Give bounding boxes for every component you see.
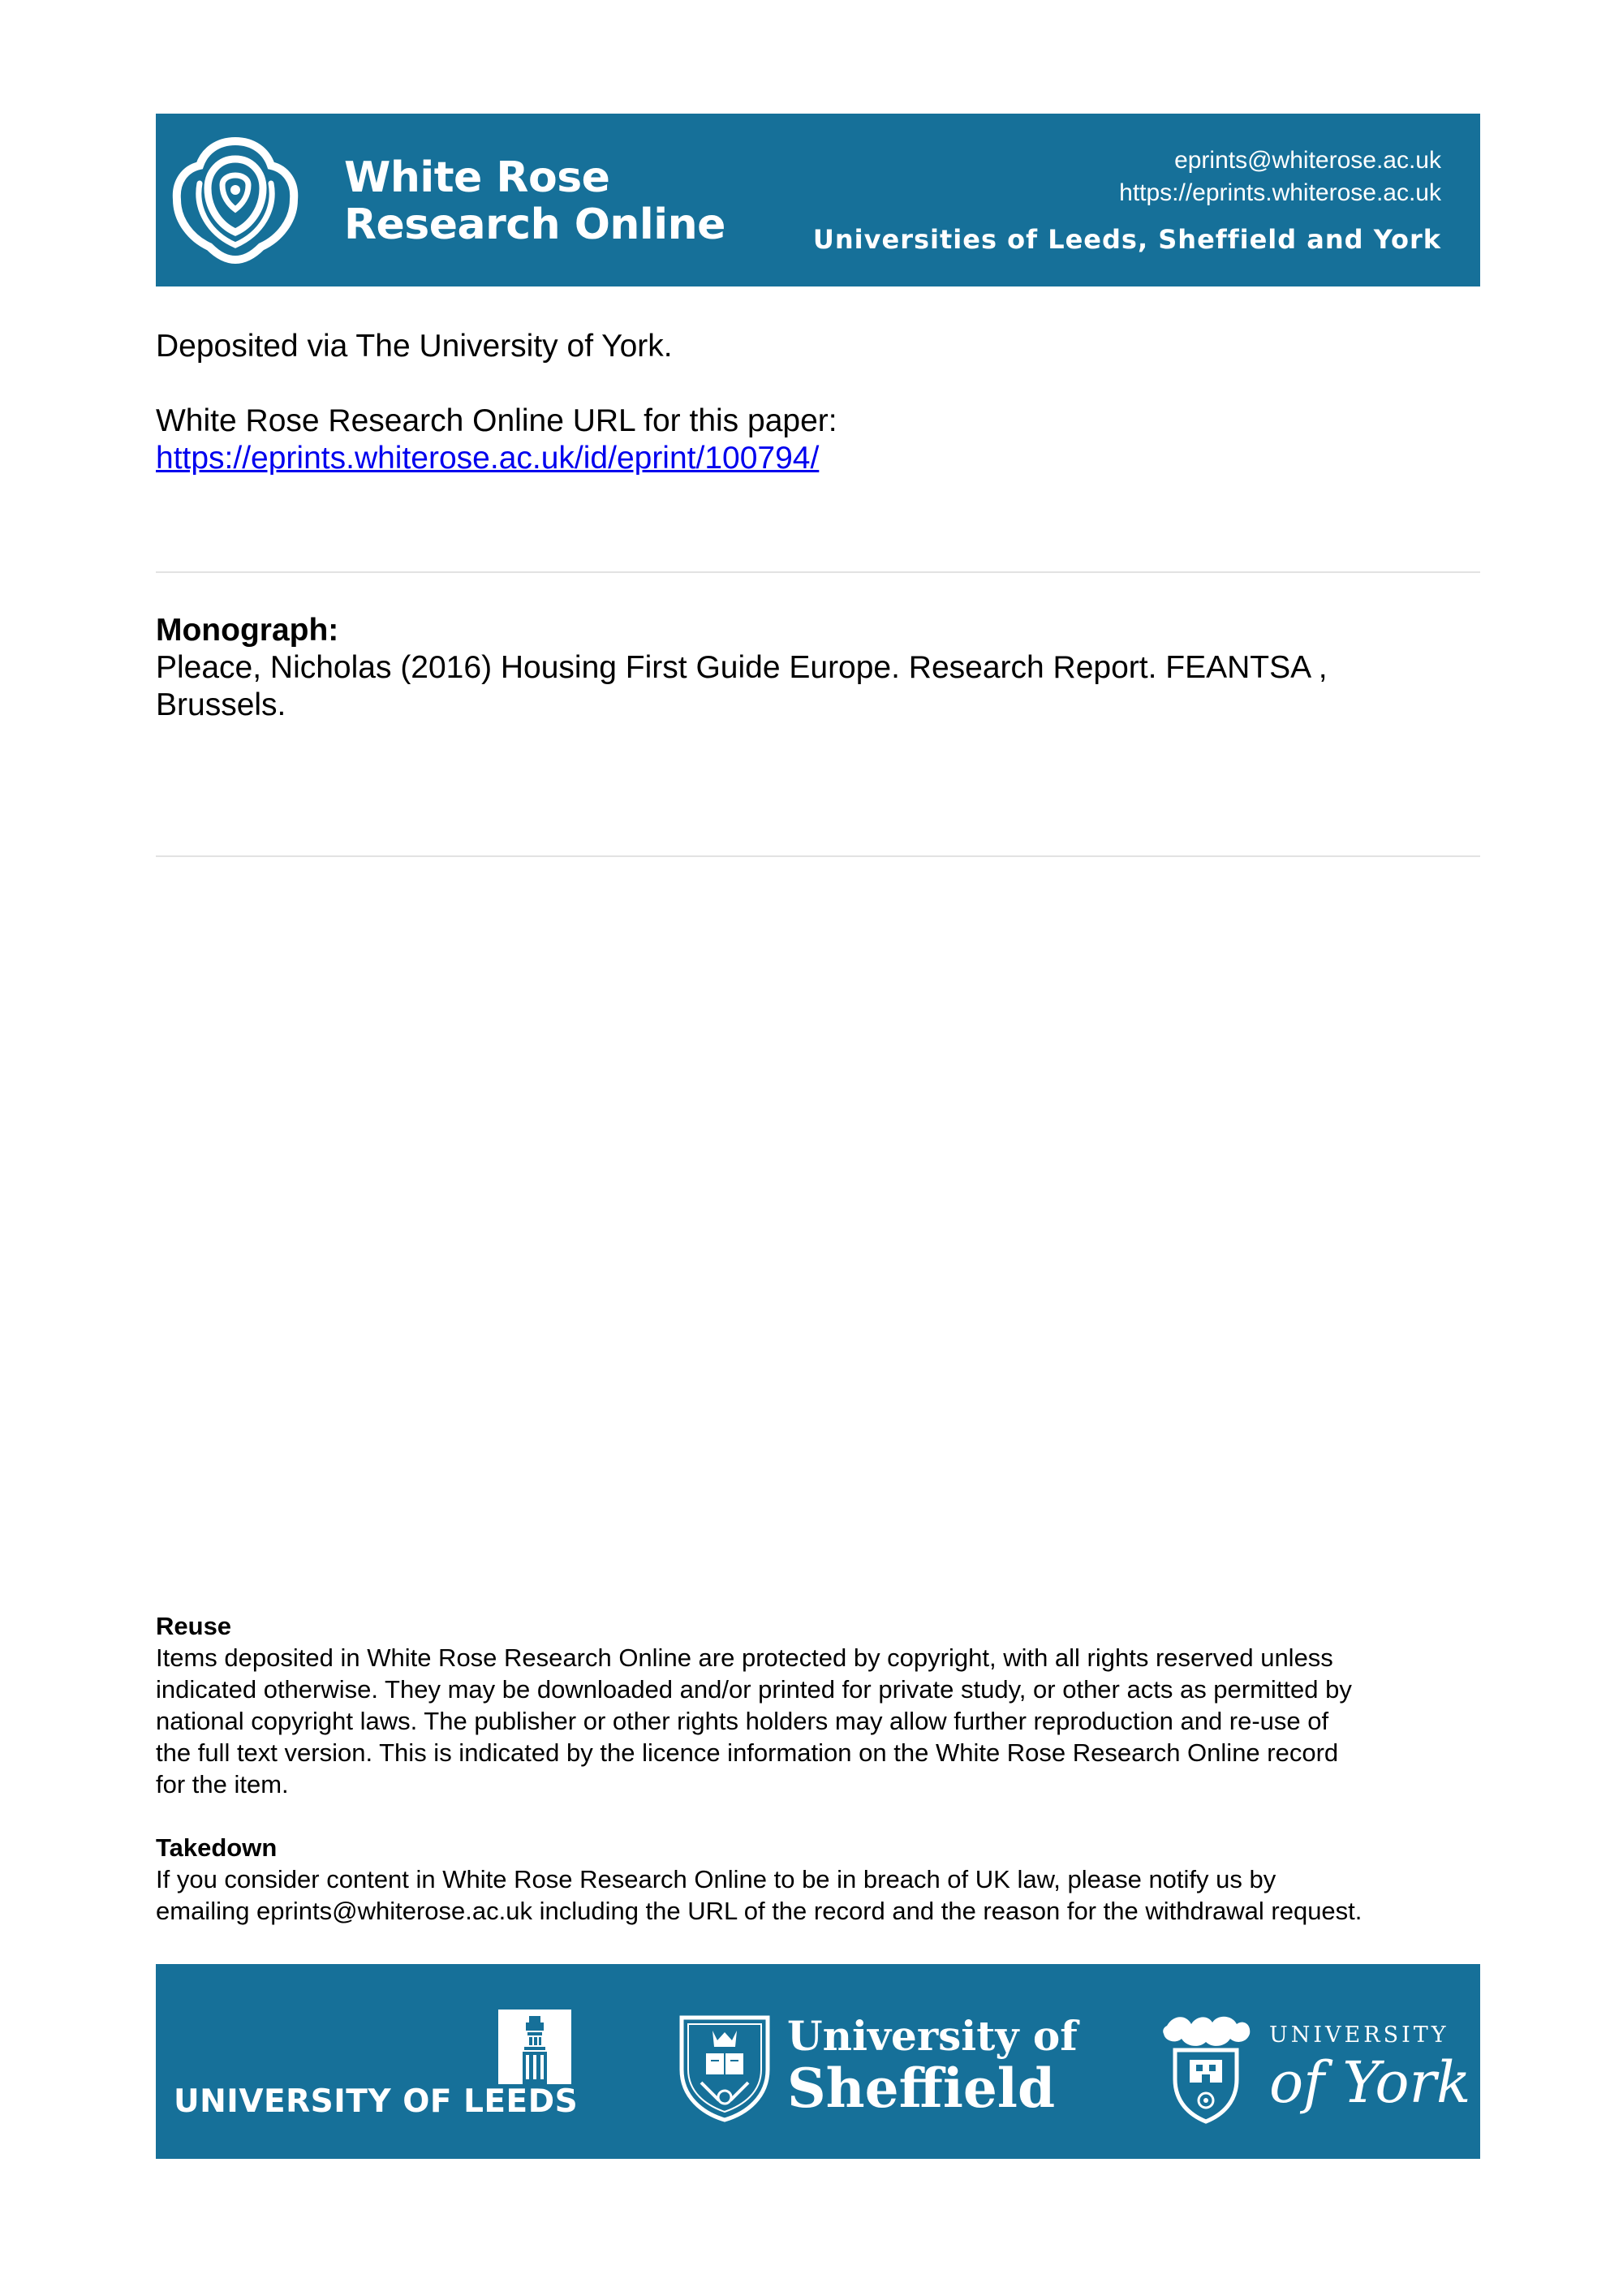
reuse-line: the full text version. This is indicated by the licence information on the White Rose Research Online record (156, 1738, 1339, 1767)
takedown-body (156, 1863, 1487, 1927)
parkinson-tower-icon (498, 2010, 571, 2084)
divider (156, 855, 1480, 857)
contact-email[interactable]: eprints@whiterose.ac.uk (1174, 147, 1441, 174)
footer-banner (156, 1964, 1480, 2159)
reuse-line: indicated otherwise. They may be downloaded and/or printed for private study, or other acts as permitted by (156, 1675, 1352, 1704)
white-rose-icon (170, 135, 300, 265)
citation-line1: Pleace, Nicholas (2016) Housing First Guide Europe. Research Report. FEANTSA , (156, 650, 1328, 685)
deposited-via: Deposited via The University of York. (156, 329, 673, 364)
reuse-heading: Reuse (156, 1612, 232, 1640)
sheffield-crest-icon (677, 2013, 773, 2123)
takedown-heading: Takedown (156, 1833, 278, 1862)
york-crest-icon (1156, 2011, 1256, 2125)
sheffield-wordmark-line2: Sheffield (787, 2057, 1056, 2120)
leeds-wordmark: UNIVERSITY OF LEEDS (174, 2083, 579, 2120)
york-wordmark-line2: of York (1269, 2049, 1471, 2116)
reuse-line: national copyright laws. The publisher or other rights holders may allow further reproduction and re-use of (156, 1707, 1329, 1735)
york-wordmark-line1: UNIVERSITY (1269, 2022, 1449, 2048)
header-banner (156, 114, 1480, 286)
brand-name-line2: Research Online (344, 200, 725, 249)
citation-line2: Brussels. (156, 687, 286, 722)
divider (156, 571, 1480, 573)
contact-website[interactable]: https://eprints.whiterose.ac.uk (1119, 179, 1441, 206)
brand-name (344, 154, 725, 248)
reuse-body (156, 1642, 1487, 1800)
sheffield-logo (677, 2012, 1078, 2126)
reuse-line: Items deposited in White Rose Research Online are protected by copyright, with all rights reserved unless (156, 1643, 1333, 1672)
universities-line: Universities of Leeds, Sheffield and York (812, 224, 1441, 255)
sheffield-wordmark-line1: University of (787, 2012, 1078, 2060)
takedown-line: emailing eprints@whiterose.ac.uk including the URL of the record and the reason for the withdrawal request. (156, 1897, 1363, 1925)
leeds-logo (174, 2010, 579, 2131)
brand-name-line1: White Rose (344, 153, 610, 202)
url-label: White Rose Research Online URL for this paper: (156, 403, 837, 438)
york-logo (1156, 2011, 1471, 2125)
citation-type: Monograph: (156, 613, 339, 648)
takedown-line: If you consider content in White Rose Research Online to be in breach of UK law, please notify us by (156, 1865, 1276, 1893)
paper-url-link[interactable]: https://eprints.whiterose.ac.uk/id/eprint/100794/ (156, 441, 820, 476)
reuse-line: for the item. (156, 1770, 289, 1798)
contact-block (1119, 144, 1441, 209)
